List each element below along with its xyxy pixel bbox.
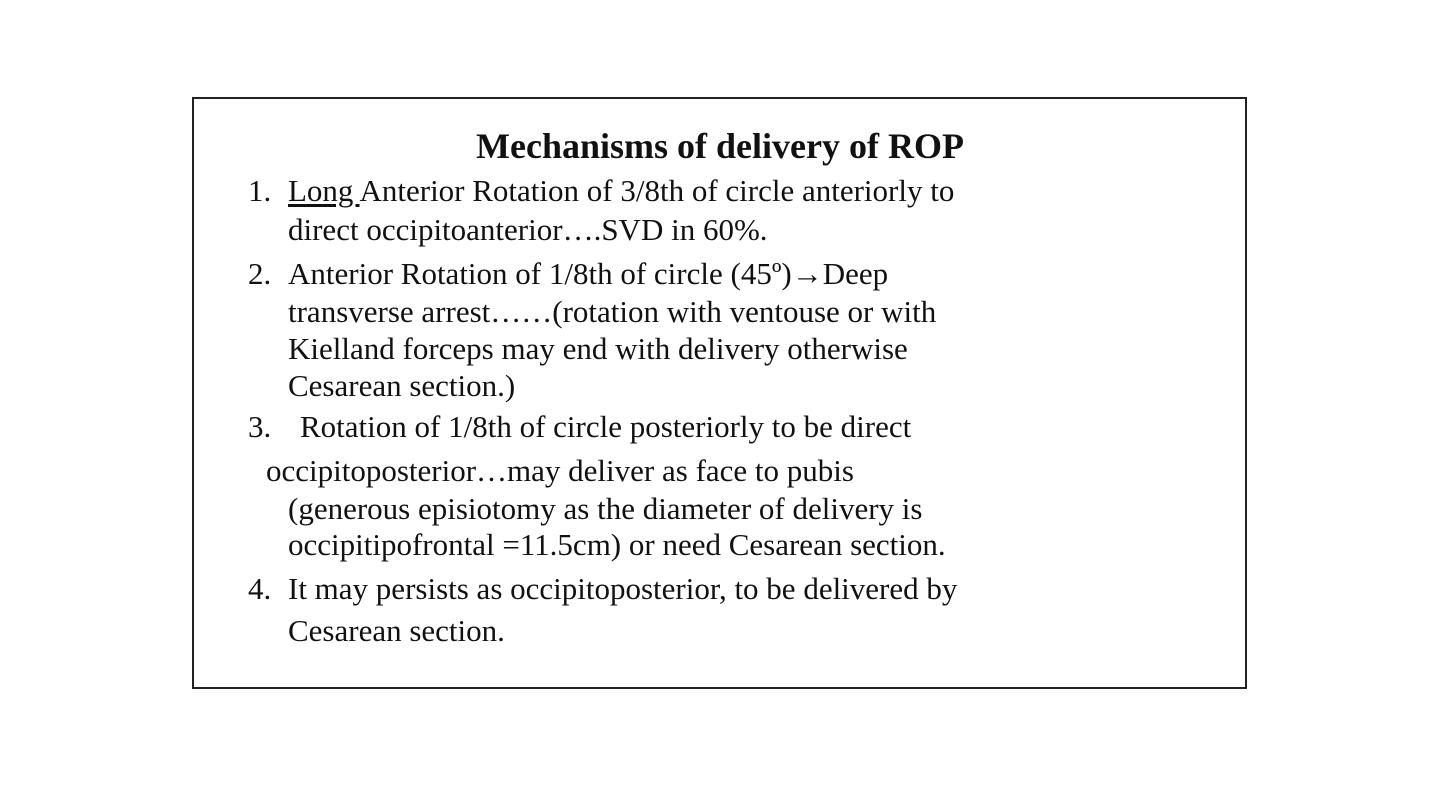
item-2-line-1: Anterior Rotation of 1/8th of circle (45º)→Deep (288, 256, 889, 291)
item-1-line-1 (288, 173, 954, 209)
item-3-line-4: occipitipofrontal =11.5cm) or need Cesarean section. (288, 527, 946, 562)
item-4-line-1: It may persists as occipitoposterior, to be delivered by (288, 571, 958, 606)
item-3-line-1: Rotation of 1/8th of circle posteriorly to be direct (300, 409, 912, 444)
item-4-line-2: Cesarean section. (288, 613, 505, 648)
item-3-line-2: occipitoposterior…may deliver as face to pubis (266, 453, 854, 488)
item-3-number: 3. (248, 409, 272, 444)
item-2-line-3: Kielland forceps may end with delivery otherwise (288, 331, 908, 366)
item-1-underlined-word: Long (288, 173, 360, 208)
item-2-line-2: transverse arrest……(rotation with ventouse or with (288, 294, 937, 329)
item-2-number: 2. (248, 256, 272, 291)
item-1-line-1-rest: Anterior Rotation of 3/8th of circle anteriorly to (359, 173, 955, 208)
slide-title: Mechanisms of delivery of ROP (476, 126, 964, 166)
item-3-line-3: (generous episiotomy as the diameter of delivery is (288, 491, 923, 526)
item-1-number: 1. (248, 173, 272, 208)
item-4-number: 4. (248, 571, 272, 606)
item-1-line-2: direct occipitoanterior….SVD in 60%. (288, 212, 768, 247)
item-2-line-4: Cesarean section.) (288, 368, 516, 403)
